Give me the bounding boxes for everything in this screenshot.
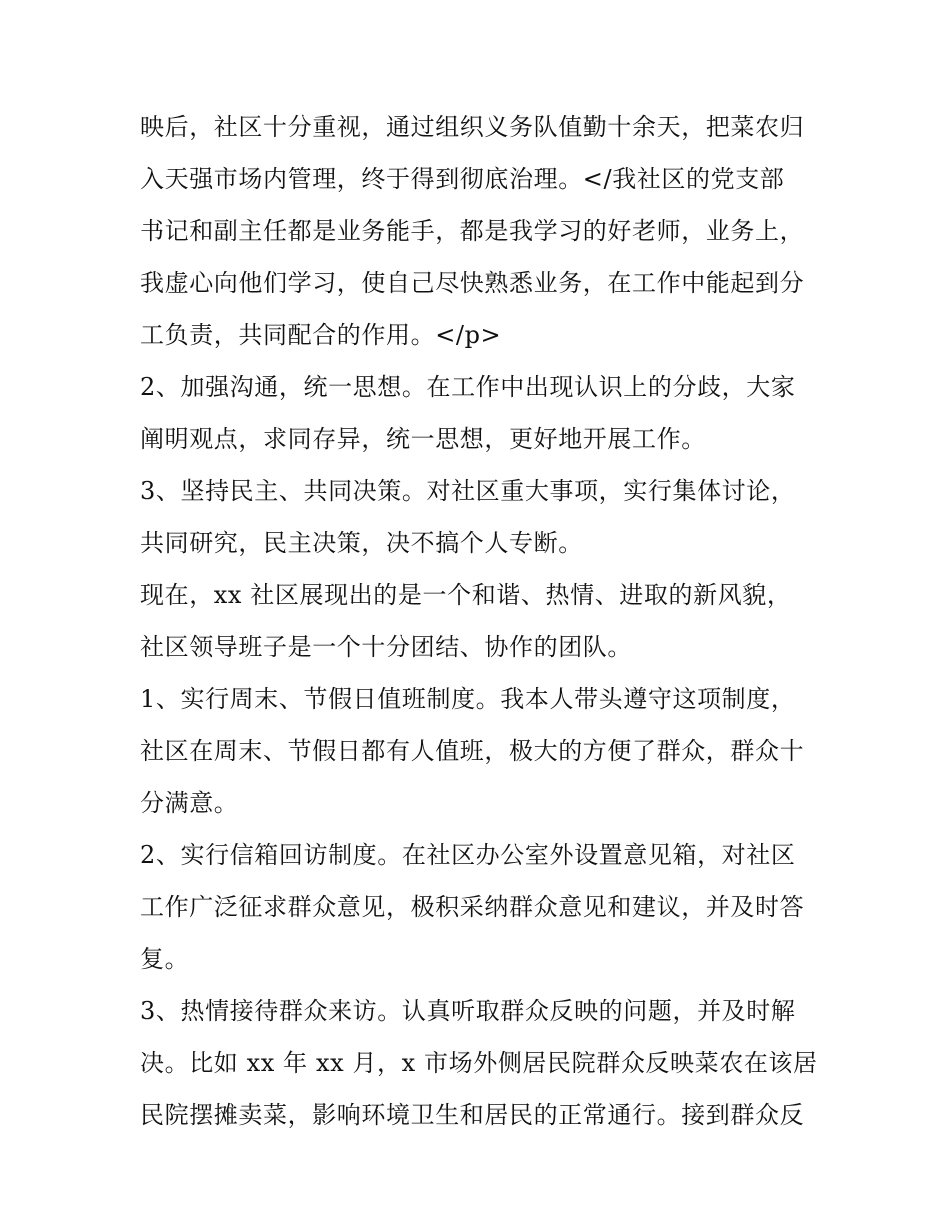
- text-line: 分满意。: [140, 789, 239, 817]
- text-line: 1、实行周末、节假日值班制度。我本人带头遵守这项制度，: [140, 685, 796, 713]
- text-line: 2、实行信箱回访制度。在社区办公室外设置意见箱，对社区: [140, 841, 796, 869]
- text-line: 决。比如 xx 年 xx 月，x 市场外侧居民院群众反映菜农在该居: [140, 1049, 818, 1077]
- text-line: 映后，社区十分重视，通过组织义务队值勤十余天，把菜农归: [140, 113, 805, 141]
- text-line: 书记和副主任都是业务能手，都是我学习的好老师，业务上，: [140, 217, 805, 245]
- text-line: 阐明观点，求同存异，统一思想，更好地开展工作。: [140, 425, 706, 453]
- text-line: 共同研究，民主决策，决不搞个人专断。: [140, 529, 583, 557]
- text-line: 民院摆摊卖菜，影响环境卫生和居民的正常通行。接到群众反: [140, 1101, 805, 1129]
- text-line: 2、加强沟通，统一思想。在工作中出现认识上的分歧，大家: [140, 373, 796, 401]
- text-line: 社区在周末、节假日都有人值班，极大的方便了群众，群众十: [140, 737, 805, 765]
- text-line: 现在，xx 社区展现出的是一个和谐、热情、进取的新风貌，: [140, 581, 792, 609]
- text-line: 入天强市场内管理，终于得到彻底治理。</我社区的党支部: [140, 165, 785, 193]
- text-line: 工作广泛征求群众意见，极积采纳群众意见和建议，并及时答: [140, 893, 805, 921]
- body-text: [140, 101, 830, 1141]
- text-line: 我虚心向他们学习，使自己尽快熟悉业务，在工作中能起到分: [140, 269, 805, 297]
- text-line: 社区领导班子是一个十分团结、协作的团队。: [140, 633, 632, 661]
- text-line: 3、热情接待群众来访。认真听取群众反映的问题，并及时解: [140, 997, 796, 1025]
- text-line: 复。: [140, 945, 190, 973]
- text-line: 工负责，共同配合的作用。</p>: [140, 321, 502, 349]
- text-line: 3、坚持民主、共同决策。对社区重大事项，实行集体讨论，: [140, 477, 796, 505]
